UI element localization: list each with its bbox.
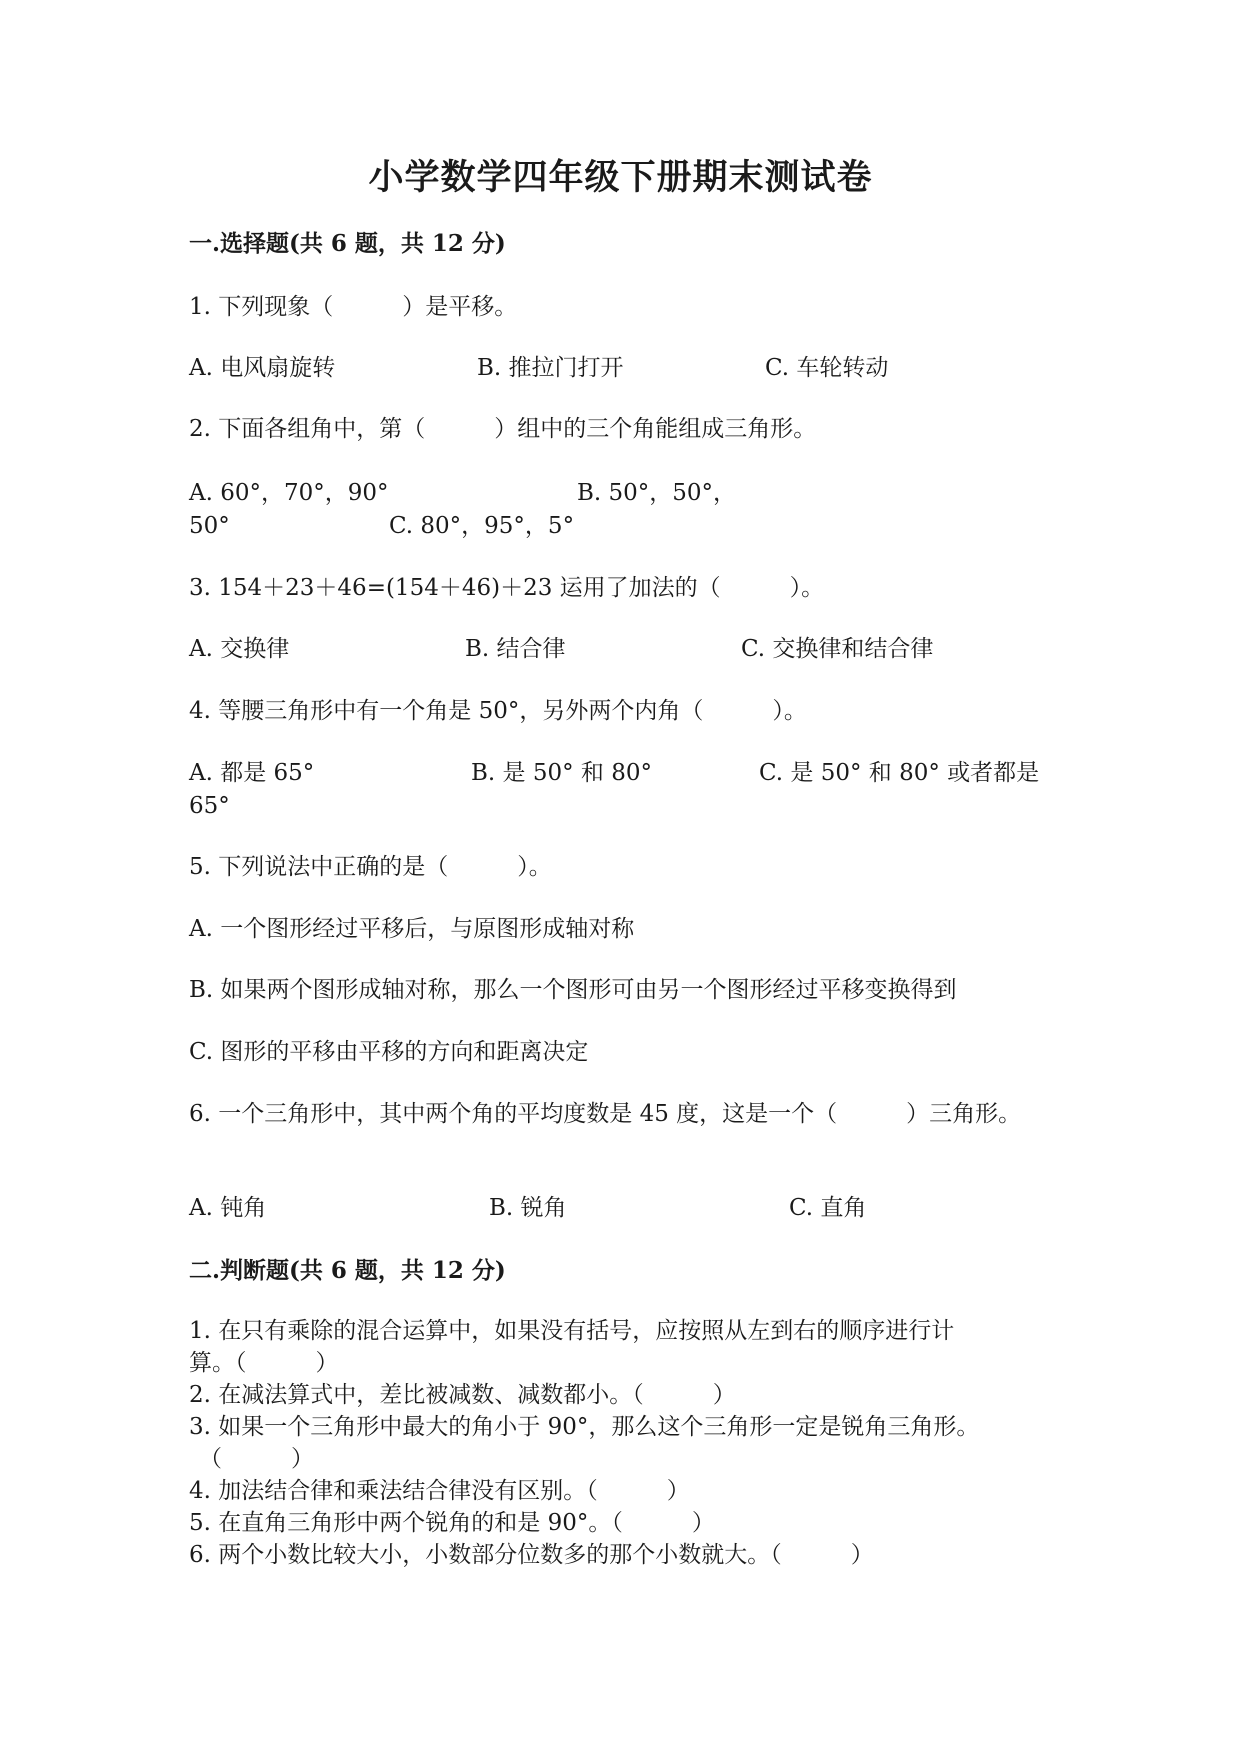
judgement-item: 1. 在只有乘除的混合运算中，如果没有括号，应按照从左到右的顺序进行计 <box>189 1318 955 1344</box>
question-5-stem: 5. 下列说法中正确的是（ ）。 <box>189 854 552 880</box>
page-title: 小学数学四年级下册期末测试卷 <box>368 157 873 198</box>
judgement-item: 3. 如果一个三角形中最大的角小于 90°，那么这个三角形一定是锐角三角形。 <box>189 1414 980 1440</box>
section-heading-choice: 一.选择题(共 6 题，共 12 分) <box>189 230 506 257</box>
section-heading-judgement: 二.判断题(共 6 题，共 12 分) <box>189 1257 506 1284</box>
question-2-option-b: B. 50°，50°， <box>577 480 737 506</box>
judgement-item: 5. 在直角三角形中两个锐角的和是 90°。（ ） <box>189 1510 715 1536</box>
question-5-option-a: A. 一个图形经过平移后，与原图形成轴对称 <box>189 916 635 942</box>
question-2-option-a: A. 60°，70°，90° <box>189 480 389 506</box>
question-4-option-c-cont: 65° <box>189 793 230 819</box>
judgement-item: （ ） <box>199 1446 314 1472</box>
question-4-stem: 4. 等腰三角形中有一个角是 50°，另外两个内角（ ）。 <box>189 698 807 724</box>
question-1-option-b: B. 推拉门打开 <box>477 355 624 381</box>
question-1-option-a: A. 电风扇旋转 <box>189 355 336 381</box>
judgement-item: 2. 在减法算式中，差比被减数、减数都小。（ ） <box>189 1382 736 1408</box>
question-6-stem: 6. 一个三角形中，其中两个角的平均度数是 45 度，这是一个（ ）三角形。 <box>189 1101 1022 1127</box>
judgement-item: 算。（ ） <box>189 1350 339 1376</box>
question-4-option-c: C. 是 50° 和 80° 或者都是 <box>759 760 1040 786</box>
question-5-option-c: C. 图形的平移由平移的方向和距离决定 <box>189 1039 589 1065</box>
judgement-item: 6. 两个小数比较大小，小数部分位数多的那个小数就大。（ ） <box>189 1542 874 1568</box>
question-1-stem: 1. 下列现象（ ）是平移。 <box>189 294 518 320</box>
question-6-option-b: B. 锐角 <box>489 1195 567 1221</box>
question-2-option-b-cont: 50° <box>189 513 230 539</box>
question-3-option-a: A. 交换律 <box>189 636 290 662</box>
question-3-option-c: C. 交换律和结合律 <box>741 636 934 662</box>
question-6-option-c: C. 直角 <box>789 1195 867 1221</box>
question-4-option-b: B. 是 50° 和 80° <box>471 760 652 786</box>
question-1-option-c: C. 车轮转动 <box>765 355 889 381</box>
question-2-option-c: C. 80°，95°，5° <box>389 513 575 539</box>
question-3-option-b: B. 结合律 <box>465 636 566 662</box>
question-5-option-b: B. 如果两个图形成轴对称，那么一个图形可由另一个图形经过平移变换得到 <box>189 977 957 1003</box>
question-6-option-a: A. 钝角 <box>189 1195 267 1221</box>
judgement-item: 4. 加法结合律和乘法结合律没有区别。（ ） <box>189 1478 690 1504</box>
question-4-option-a: A. 都是 65° <box>189 760 315 786</box>
question-3-stem: 3. 154＋23＋46=(154＋46)＋23 运用了加法的（ ）。 <box>189 575 825 601</box>
question-2-stem: 2. 下面各组角中，第（ ）组中的三个角能组成三角形。 <box>189 416 817 442</box>
